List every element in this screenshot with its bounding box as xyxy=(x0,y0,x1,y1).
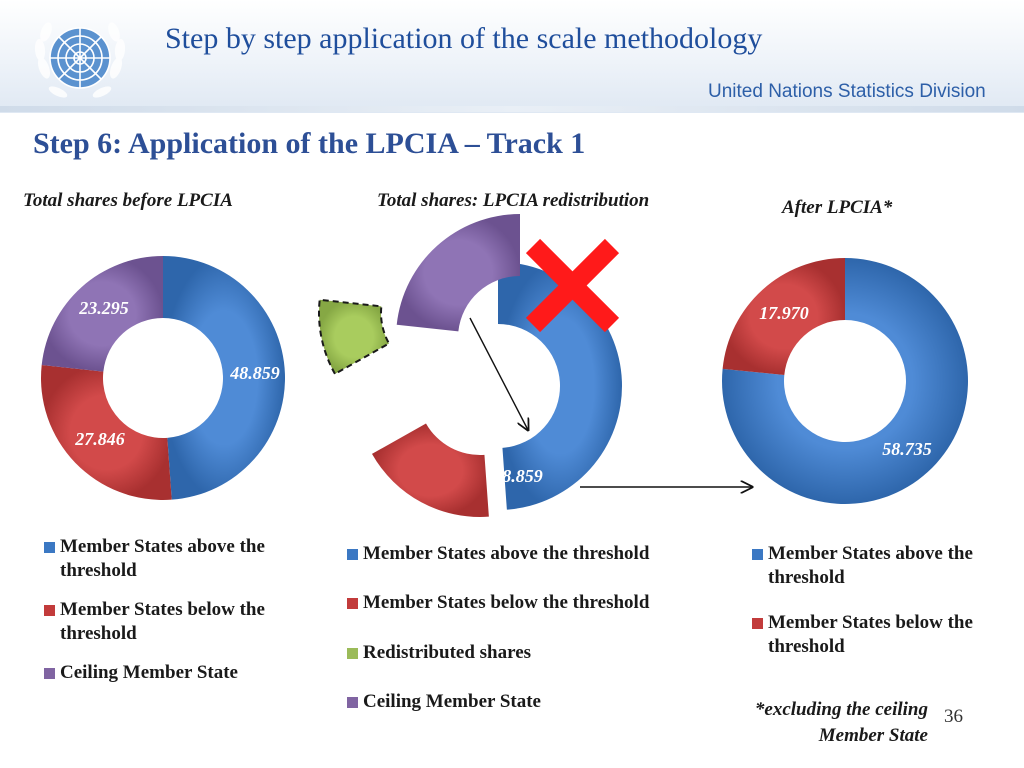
legend-item-below xyxy=(44,598,304,646)
legend-swatch xyxy=(752,549,763,560)
legend-label: Ceiling Member State xyxy=(363,691,541,712)
redistribution-arrow xyxy=(470,318,528,430)
legend-item-above xyxy=(44,535,304,583)
legend-swatch xyxy=(44,668,55,679)
header-title: Step by step application of the scale methodology xyxy=(165,22,763,55)
data-label-member-states-below-the-threshold: 27.846 xyxy=(75,429,125,450)
legend-swatch xyxy=(44,542,55,553)
page-number: 36 xyxy=(944,706,963,727)
legend-item-ceiling xyxy=(44,661,238,685)
chart3-title: After LPCIA* xyxy=(782,197,893,218)
legend-item-below xyxy=(752,611,1012,659)
legend-label: Member States above the threshold xyxy=(60,536,265,581)
data-label-member-states-above-the-threshold: 48.859 xyxy=(230,363,280,384)
data-label-member-states-below-the-threshold: 17.970 xyxy=(386,346,436,367)
legend-label: Member States above the threshold xyxy=(768,543,973,588)
legend-swatch xyxy=(44,605,55,616)
legend-swatch xyxy=(347,648,358,659)
slice-member-states-below-the-threshold xyxy=(372,423,489,517)
donut-chart-2 xyxy=(319,214,622,517)
legend-item-above xyxy=(752,542,1012,590)
legend-swatch xyxy=(347,549,358,560)
data-label-member-states-below-the-threshold: 17.970 xyxy=(759,303,809,324)
chart1-title: Total shares before LPCIA xyxy=(23,190,233,211)
legend-item-ceiling xyxy=(347,690,541,714)
legend-label: Member States below the threshold xyxy=(768,612,973,657)
chart2-title: Total shares: LPCIA redistribution xyxy=(377,190,650,211)
data-label-member-states-above-the-threshold: 58.735 xyxy=(882,439,932,460)
donut-chart-3 xyxy=(722,258,968,504)
legend-label: Member States below the threshold xyxy=(363,592,650,613)
legend-swatch xyxy=(347,598,358,609)
donut-chart-1 xyxy=(41,256,285,500)
legend-label: Member States above the threshold xyxy=(363,543,650,564)
legend-label: Redistributed shares xyxy=(363,642,532,663)
legend-swatch xyxy=(752,618,763,629)
legend-swatch xyxy=(347,697,358,708)
data-label-member-states-above-the-threshold: 48.859 xyxy=(493,466,543,487)
legend-item-below xyxy=(347,591,649,615)
legend-item-redistributed xyxy=(347,641,531,665)
header-subtitle: United Nations Statistics Division xyxy=(708,81,986,102)
legend-item-above xyxy=(347,542,649,566)
data-label-ceiling-member-state: 23.295 xyxy=(79,298,129,319)
slice-redistributed-shares xyxy=(319,300,389,374)
legend-label: Ceiling Member State xyxy=(60,662,238,683)
legend-label: Member States below the threshold xyxy=(60,599,265,644)
step-title: Step 6: Application of the LPCIA – Track 1 xyxy=(33,127,586,160)
footnote: *excluding the ceiling Member State xyxy=(754,699,928,746)
